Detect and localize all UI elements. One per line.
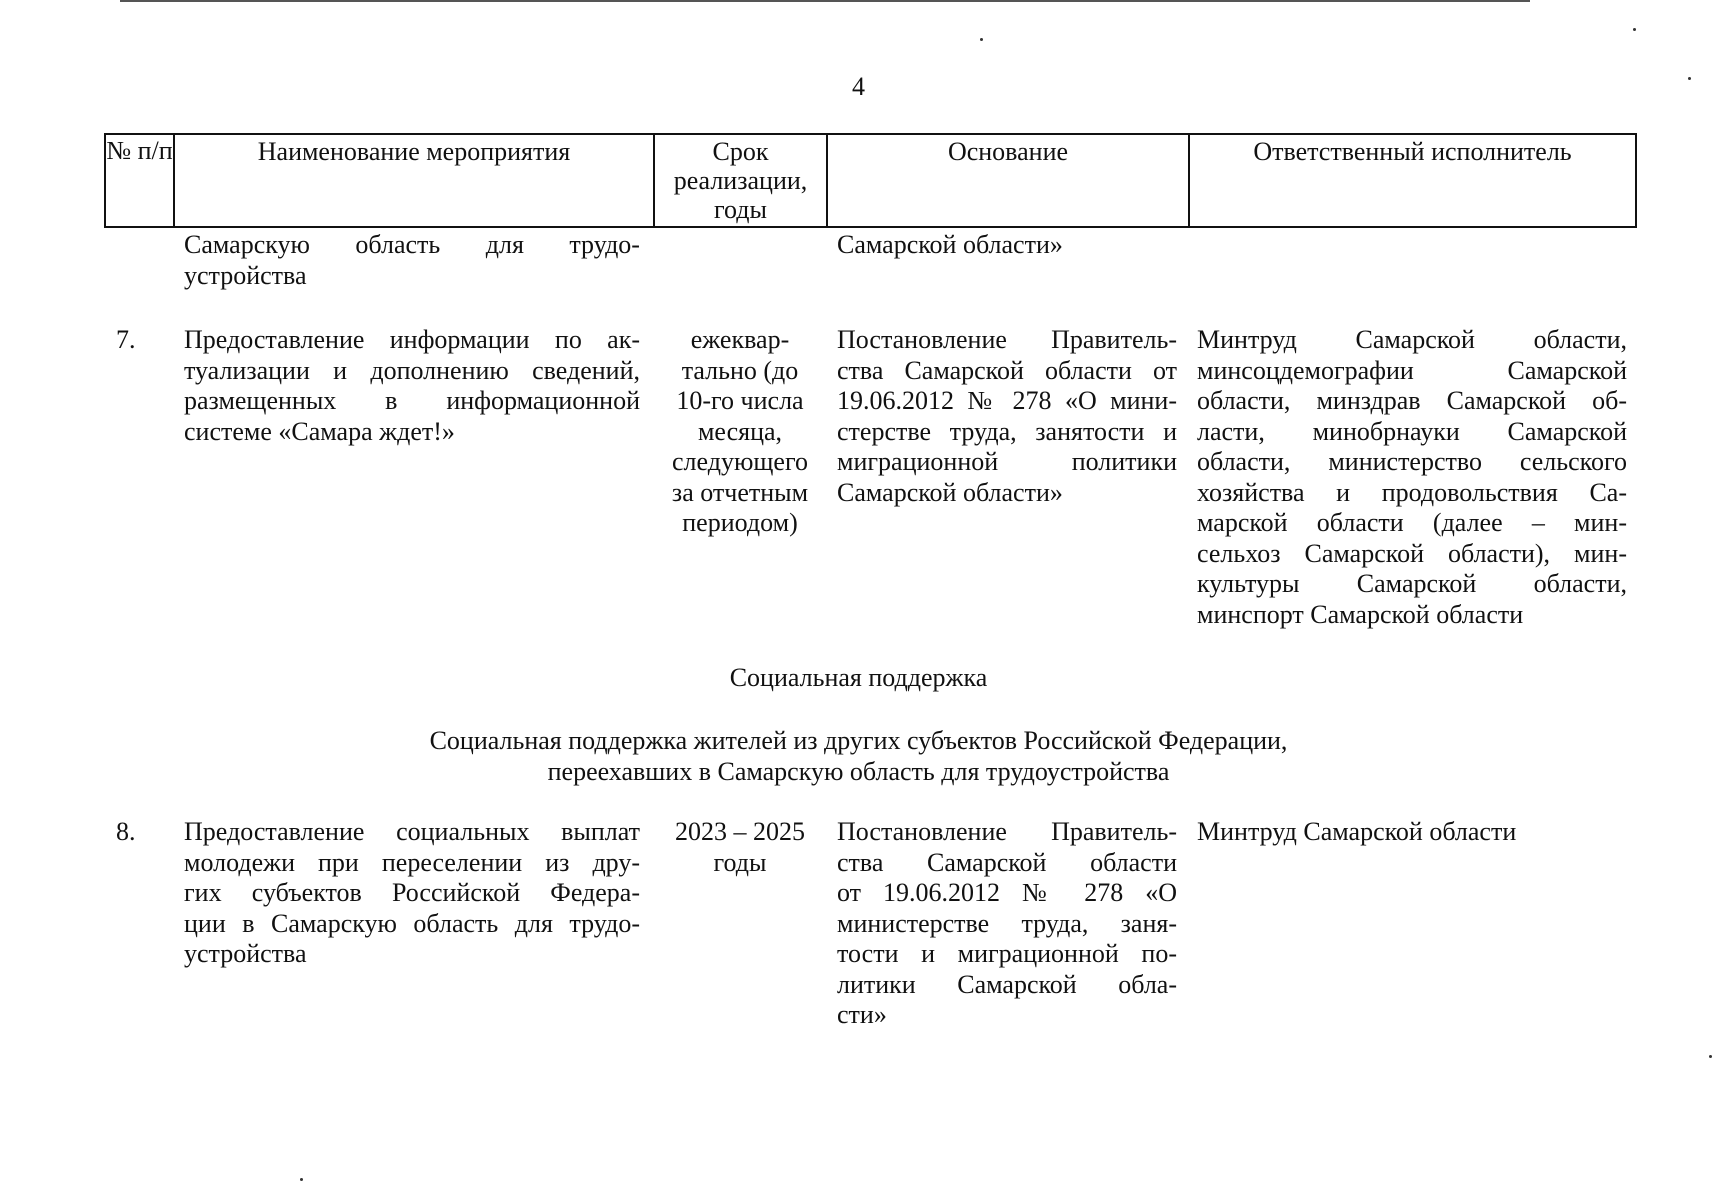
cont-basis: Самарской области»: [837, 230, 1063, 259]
cont-name-line2: устройства: [184, 260, 307, 290]
text-line: Предоставление социальных выплат: [184, 817, 640, 846]
text-line: годы: [713, 847, 767, 877]
text-line: тости и миграционной по-: [837, 939, 1177, 968]
text-line: ства Самарской области от: [837, 355, 1177, 385]
text-line: системе «Самара ждет!»: [184, 416, 455, 446]
text-line: 19.06.2012 № 278 «О мини-: [837, 386, 1177, 415]
row8-term: [660, 817, 820, 878]
cont-word: Самарскую: [184, 230, 310, 259]
text-line: переехавших в Самарскую область для трудоустройства: [547, 756, 1170, 786]
row7-number: 7.: [116, 325, 136, 354]
text-line: Минтруд Самарской области,: [1197, 325, 1627, 354]
scan-speck: [1688, 77, 1691, 80]
text-line: 10-го числа: [676, 386, 804, 415]
scan-speck: [1709, 1055, 1712, 1058]
row8-responsible: Минтруд Самарской области: [1197, 817, 1517, 846]
text-line: марской области (далее – мин-: [1197, 508, 1627, 537]
text-line: миграционной политики: [837, 447, 1177, 476]
cont-word: трудо-: [569, 230, 640, 259]
text-line: гих субъектов Российской Федера-: [184, 878, 640, 907]
text-line: культуры Самарской области,: [1197, 569, 1627, 598]
text-line: минспорт Самарской области: [1197, 599, 1524, 629]
header-term: Срок реализации, годы: [655, 135, 828, 226]
row7-responsible: [1197, 325, 1627, 630]
text-line: Самарской области»: [837, 477, 1063, 507]
text-line: хозяйства и продовольствия Са-: [1197, 477, 1627, 507]
text-line: Социальная поддержка жителей из других субъектов Российской Федерации,: [429, 726, 1288, 755]
text-line: 2023 – 2025: [675, 817, 805, 846]
row7-basis: [837, 325, 1177, 508]
text-line: следующего: [672, 447, 808, 476]
text-line: ласти, минобрнауки Самарской: [1197, 416, 1627, 446]
text-line: молодежи при переселении из дру-: [184, 847, 640, 877]
header-basis: Основание: [828, 135, 1190, 226]
text-line: Постановление Правитель-: [837, 817, 1177, 846]
row8-basis: [837, 817, 1177, 1031]
header-event-name: Наименование мероприятия: [175, 135, 655, 226]
page-number: 4: [852, 72, 865, 101]
cont-event-name: [184, 230, 640, 291]
scan-speck: [980, 38, 983, 41]
text-line: министерстве труда, заня-: [837, 908, 1177, 938]
text-line: тально (до: [681, 355, 799, 385]
row8-number: 8.: [116, 817, 136, 846]
text-line: Предоставление информации по ак-: [184, 325, 640, 354]
cont-word: для: [485, 230, 524, 259]
text-line: ства Самарской области: [837, 847, 1177, 877]
text-line: туализации и дополнению сведений,: [184, 355, 640, 385]
section-title: Социальная поддержка: [729, 663, 988, 692]
text-line: области, министерство сельского: [1197, 447, 1627, 476]
scan-speck: [1633, 28, 1636, 31]
text-line: минсоцдемографии Самарской: [1197, 355, 1627, 385]
text-line: сельхоз Самарской области), мин-: [1197, 538, 1627, 568]
cont-word: область: [355, 230, 441, 259]
table-header: [104, 133, 1637, 228]
header-number: № п/п: [106, 135, 175, 226]
text-line: периодом): [682, 508, 798, 537]
text-line: сти»: [837, 1000, 887, 1029]
scan-speck: [300, 1178, 303, 1181]
text-line: месяца,: [697, 416, 783, 446]
text-line: устройства: [184, 939, 307, 968]
text-line: размещенных в информационной: [184, 386, 640, 415]
row7-event-name: [184, 325, 640, 447]
text-line: Постановление Правитель-: [837, 325, 1177, 354]
subsection-title: [0, 726, 1717, 787]
text-line: стерстве труда, занятости и: [837, 416, 1177, 446]
text-line: ции в Самарскую область для трудо-: [184, 908, 640, 938]
text-line: от 19.06.2012 № 278 «О: [837, 878, 1177, 907]
top-rule: [120, 0, 1530, 2]
row8-event-name: [184, 817, 640, 970]
row7-term: [660, 325, 820, 539]
text-line: ежеквар-: [690, 325, 790, 354]
text-line: за отчетным: [671, 477, 809, 507]
text-line: области, минздрав Самарской об-: [1197, 386, 1627, 415]
cont-name-line1: [184, 230, 640, 261]
header-responsible: Ответственный исполнитель: [1253, 137, 1572, 166]
text-line: литики Самарской обла-: [837, 969, 1177, 999]
